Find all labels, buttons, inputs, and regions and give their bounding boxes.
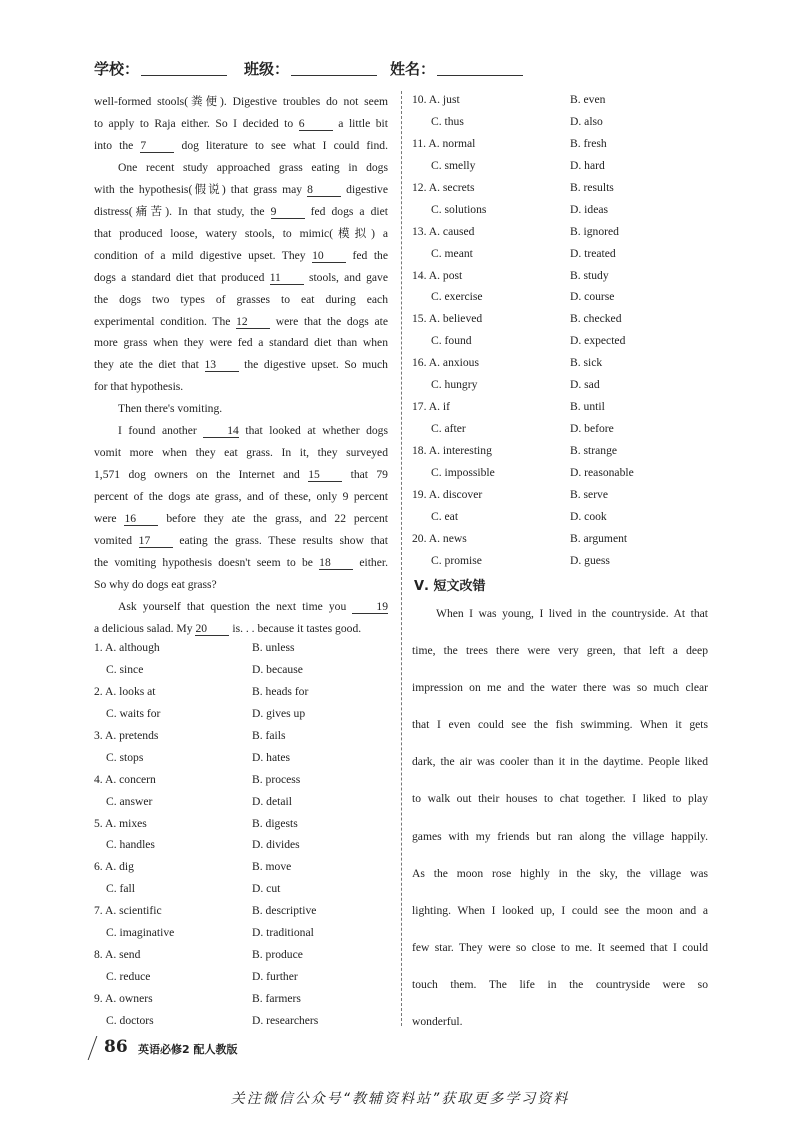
option-a[interactable]: 2. A. looks at [94, 684, 156, 698]
class-label: 班级： [244, 60, 290, 78]
cloze-blank[interactable]: 7 [140, 139, 174, 153]
option-a[interactable]: 7. A. scientific [94, 904, 162, 918]
passage-line: the vomiting hypothesis doesn't seem to be 18 either. [94, 556, 388, 570]
passage-line: well-formed stools(粪便). Digestive troubles do not seem [94, 95, 388, 108]
option-b[interactable]: B. checked [570, 312, 622, 326]
name-field [390, 58, 523, 79]
option-a[interactable]: 13. A. caused [412, 224, 475, 238]
option-row [412, 550, 712, 572]
options-list-right [412, 89, 712, 572]
passage-line: So why do dogs eat grass? [94, 577, 217, 591]
option-b[interactable]: B. descriptive [252, 904, 317, 918]
option-c[interactable]: C. after [431, 422, 466, 436]
option-row [412, 484, 712, 506]
option-row [94, 944, 394, 966]
option-row [412, 177, 712, 199]
option-row [94, 681, 394, 703]
option-c[interactable]: C. impossible [431, 465, 495, 479]
option-c[interactable]: C. thus [431, 114, 464, 128]
option-c[interactable]: C. stops [106, 750, 144, 764]
option-d[interactable]: D. gives up [252, 706, 306, 720]
option-d[interactable]: D. researchers [252, 1013, 319, 1027]
passage-line: were 16 before they ate the grass, and 22 percent [94, 512, 389, 526]
error-correction-passage [412, 595, 708, 1040]
option-row [94, 988, 394, 1010]
option-a[interactable]: 15. A. believed [412, 312, 483, 326]
option-b[interactable]: B. strange [570, 444, 618, 457]
cloze-blank[interactable]: 16 [124, 512, 158, 526]
option-row [94, 703, 394, 725]
passage-line: distress(痛苦). In that study, the 9 fed dogs a diet [94, 204, 388, 218]
option-a[interactable]: 16. A. anxious [412, 356, 479, 370]
passage-line: with the hypothesis(假说) that grass may 8 digestive [94, 182, 388, 196]
passage-line: condition of a mild digestive upset. They 10 fed the [94, 248, 388, 262]
option-row [94, 1010, 394, 1032]
option-b[interactable]: B. fails [252, 728, 286, 742]
option-d[interactable]: D. because [252, 662, 303, 676]
option-b[interactable]: B. heads for [252, 684, 309, 698]
option-c[interactable]: C. answer [106, 794, 153, 808]
passage-line: Ask yourself that question the next time you 19 [118, 599, 388, 613]
option-row [412, 528, 712, 550]
option-a[interactable]: 6. A. dig [94, 860, 134, 874]
option-b[interactable]: B. digests [252, 816, 298, 830]
essay-line: time, the trees there were very green, that left a deep [412, 644, 708, 658]
option-row [412, 89, 712, 111]
option-b[interactable]: B. until [570, 400, 605, 414]
option-d[interactable]: D. ideas [570, 202, 608, 216]
page-number: 86 [104, 1037, 128, 1057]
essay-line: impression on me and the water there was so much clear [412, 681, 708, 695]
option-d[interactable]: D. hates [252, 750, 290, 764]
option-row [412, 243, 712, 265]
passage-line: they ate the diet that 13 the digestive upset. So much [94, 358, 388, 372]
cloze-blank[interactable]: 9 [271, 205, 305, 219]
option-c[interactable]: C. waits for [106, 706, 161, 720]
option-c[interactable]: C. found [431, 334, 472, 348]
option-row [94, 769, 394, 791]
section-title: Ⅴ. 短文改错 [414, 579, 486, 594]
cloze-blank[interactable]: 11 [270, 271, 304, 285]
option-b[interactable]: B. results [570, 180, 614, 194]
option-c[interactable]: C. imaginative [106, 926, 175, 940]
name-label: 姓名： [390, 60, 436, 78]
cloze-passage [94, 91, 388, 640]
option-c[interactable]: C. doctors [106, 1013, 154, 1027]
option-d[interactable]: D. also [570, 114, 603, 128]
option-d[interactable]: D. reasonable [570, 465, 634, 479]
book-title: 英语必修2 配人教版 [138, 1043, 238, 1056]
option-d[interactable]: D. hard [570, 158, 605, 172]
option-a[interactable]: 4. A. concern [94, 772, 156, 786]
option-b[interactable]: B. even [570, 93, 606, 106]
essay-line: to walk out their houses to chat together. I liked to play [412, 792, 708, 806]
option-c[interactable]: C. hungry [431, 378, 478, 392]
option-a[interactable]: 17. A. if [412, 400, 451, 414]
passage-line: for that hypothesis. [94, 380, 184, 394]
option-c[interactable]: C. handles [106, 838, 155, 852]
option-row [94, 834, 394, 856]
passage-line: I found another 14 that looked at whether dogs [118, 424, 388, 438]
option-d[interactable]: D. detail [252, 794, 292, 808]
student-info-header [94, 58, 734, 86]
name-blank[interactable] [437, 62, 523, 76]
option-d[interactable]: D. treated [570, 246, 616, 260]
option-b[interactable]: B. ignored [570, 224, 619, 238]
option-b[interactable]: B. study [570, 268, 609, 282]
passage-line: that produced loose, watery stools, to mimic(模拟) a [94, 226, 388, 240]
passage-line: percent of the dogs ate grass, and of these, only 9 percent [94, 490, 388, 504]
passage-line: 1,571 dog owners on the Internet and 15 that 79 [94, 468, 388, 482]
cloze-blank[interactable]: 18 [319, 556, 353, 570]
option-d[interactable]: D. expected [570, 334, 626, 348]
option-a[interactable]: 8. A. send [94, 948, 141, 962]
option-row [412, 440, 712, 462]
essay-line: that I even could see the fish swimming. When it gets [412, 718, 708, 732]
cloze-blank[interactable]: 17 [139, 534, 173, 548]
option-a[interactable]: 12. A. secrets [412, 180, 475, 194]
option-row [94, 659, 394, 681]
cloze-blank[interactable]: 12 [236, 315, 270, 329]
cloze-blank[interactable]: 6 [299, 117, 333, 131]
option-c[interactable]: C. smelly [431, 158, 476, 172]
option-c[interactable]: C. eat [431, 509, 459, 523]
cloze-blank[interactable]: 19 [352, 600, 388, 614]
option-row [412, 506, 712, 528]
option-b[interactable]: B. produce [252, 948, 303, 962]
option-row [412, 418, 712, 440]
passage-line: experimental condition. The 12 were that the dogs ate [94, 314, 388, 328]
option-row [94, 637, 394, 659]
option-row [412, 374, 712, 396]
option-b[interactable]: B. move [252, 860, 292, 874]
option-row [94, 791, 394, 813]
option-a[interactable]: 19. A. discover [412, 487, 483, 501]
passage-line: more grass when they were fed a standard diet than when [94, 336, 388, 350]
option-c[interactable]: C. fall [106, 882, 135, 896]
essay-line: lighting. When I looked up, I could see the moon and a [412, 903, 708, 917]
option-b[interactable]: B. sick [570, 356, 603, 370]
cloze-blank[interactable]: 13 [205, 358, 239, 372]
cloze-blank[interactable]: 15 [308, 468, 342, 482]
option-a[interactable]: 3. A. pretends [94, 728, 159, 742]
option-a[interactable]: 14. A. post [412, 268, 463, 282]
option-a[interactable]: 11. A. normal [412, 136, 476, 150]
option-a[interactable]: 18. A. interesting [412, 444, 492, 457]
essay-line: As the moon rose highly in the sky, the village was [412, 866, 708, 880]
option-a[interactable]: 9. A. owners [94, 992, 153, 1005]
passage-line: vomited 17 eating the grass. These results show that [94, 534, 389, 548]
passage-line: dogs a standard diet that produced 11 stools, and gave [94, 270, 388, 284]
school-label: 学校： [94, 60, 140, 78]
option-row [412, 308, 712, 330]
passage-line: vomit more when they eat grass. In it, they surveyed [94, 446, 388, 460]
option-b[interactable]: B. serve [570, 487, 608, 501]
option-row [412, 133, 712, 155]
option-d[interactable]: D. sad [570, 378, 600, 392]
cloze-blank[interactable]: 20 [195, 622, 229, 636]
promo-note: 关注微信公众号“教辅资料站”获取更多学习资料 [230, 1091, 570, 1107]
option-row [412, 199, 712, 221]
option-d[interactable]: D. course [570, 290, 615, 304]
passage-line: the dogs two types of grasses to eat during each [94, 292, 388, 306]
passage-line: Then there's vomiting. [118, 402, 223, 416]
option-row [94, 813, 394, 835]
essay-line: games with my friends but ran along the village happily. [412, 829, 708, 843]
option-row [94, 922, 394, 944]
option-a[interactable]: 5. A. mixes [94, 816, 147, 830]
option-d[interactable]: D. divides [252, 838, 300, 852]
essay-line: When I was young, I lived in the countryside. At that [436, 607, 708, 620]
option-c[interactable]: C. meant [431, 246, 473, 260]
option-b[interactable]: B. farmers [252, 992, 301, 1005]
option-row [412, 111, 712, 133]
class-field [244, 58, 377, 79]
option-row [94, 878, 394, 900]
school-blank[interactable] [141, 62, 227, 76]
essay-line: touch them. The life in the countryside were so [412, 977, 708, 991]
passage-line: a delicious salad. My 20 is. . . because it tastes good. [94, 621, 362, 635]
essay-line: few star. They were so close to me. It seemed that I could [412, 940, 708, 954]
option-d[interactable]: D. cut [252, 882, 281, 896]
passage-line: into the 7 dog literature to see what I could find. [94, 138, 389, 152]
option-c[interactable]: C. since [106, 662, 144, 676]
option-d[interactable]: D. further [252, 970, 298, 984]
option-row [94, 856, 394, 878]
essay-line: dark, the air was cooler than it in the daytime. People liked [412, 755, 708, 769]
option-row [412, 155, 712, 177]
option-a[interactable]: 20. A. news [412, 531, 467, 545]
cloze-blank[interactable]: 8 [307, 183, 341, 197]
option-c[interactable]: C. solutions [431, 202, 487, 216]
option-row [412, 352, 712, 374]
footer-slash-decoration [88, 1036, 105, 1060]
option-row [412, 265, 712, 287]
option-c[interactable]: C. exercise [431, 290, 483, 304]
option-row [94, 900, 394, 922]
column-divider [401, 91, 402, 1026]
class-blank[interactable] [291, 62, 377, 76]
option-row [412, 330, 712, 352]
option-c[interactable]: C. promise [431, 553, 482, 567]
options-list-left [94, 637, 394, 1032]
option-d[interactable]: D. traditional [252, 926, 314, 940]
option-d[interactable]: D. cook [570, 509, 607, 523]
passage-line: One recent study approached grass eating in dogs [118, 160, 388, 174]
option-row [412, 462, 712, 484]
option-d[interactable]: D. guess [570, 553, 610, 567]
option-row [412, 396, 712, 418]
option-d[interactable]: D. before [570, 422, 614, 436]
option-a[interactable]: 1. A. although [94, 641, 160, 654]
page-footer [92, 1036, 392, 1062]
option-a[interactable]: 10. A. just [412, 93, 460, 106]
cloze-blank[interactable]: 10 [312, 249, 346, 263]
option-b[interactable]: B. process [252, 772, 301, 786]
option-row [94, 747, 394, 769]
option-b[interactable]: B. unless [252, 641, 295, 654]
option-c[interactable]: C. reduce [106, 970, 151, 984]
option-row [412, 221, 712, 243]
essay-line: wonderful. [412, 1015, 463, 1029]
option-b[interactable]: B. fresh [570, 136, 607, 150]
option-row [412, 286, 712, 308]
school-field [94, 58, 227, 79]
option-b[interactable]: B. argument [570, 531, 628, 545]
option-row [94, 966, 394, 988]
cloze-blank[interactable]: 14 [203, 424, 239, 438]
option-row [94, 725, 394, 747]
passage-line: to apply to Raja either. So I decided to 6 a little bit [94, 116, 388, 130]
